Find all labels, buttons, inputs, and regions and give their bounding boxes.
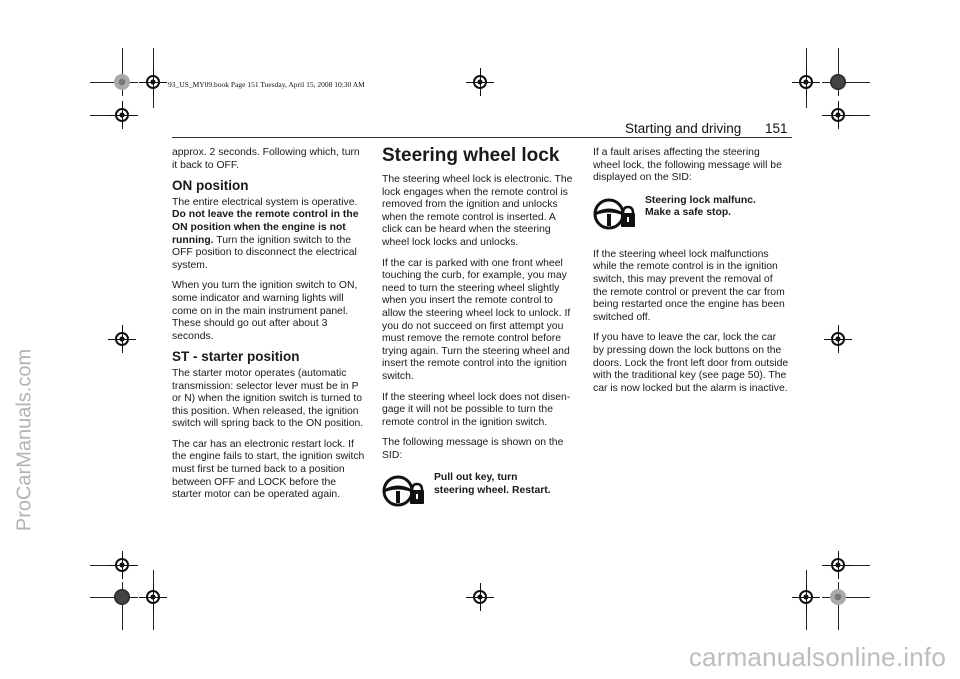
paragraph: When you turn the ignition switch to ON, some indicator and warning lights will come on in the main instrument panel. These should go out after about 3 seconds. — [172, 280, 358, 342]
page-number: 151 — [765, 121, 788, 136]
paragraph — [172, 197, 367, 273]
registration-mark — [146, 75, 160, 89]
side-watermark — [0, 0, 50, 679]
book-info: 93_US_MY09.book Page 151 Tuesday, April 15, 2008 10:30 AM — [168, 80, 365, 89]
heading-on-position: ON position — [172, 178, 249, 194]
registration-mark — [831, 332, 845, 346]
warning-text: Do not leave the remote control in the ON position when the engine is not running. — [172, 209, 359, 246]
paragraph: If the steering wheel lock does not disen-gage it will not be possible to turn the remote control in the ignition switch. — [382, 391, 571, 428]
text: Turn the ignition switch to the OFF position to disconnect the electrical system. — [172, 234, 357, 271]
registration-mark — [473, 590, 487, 604]
steering-wheel-lock-icon — [593, 197, 637, 231]
registration-dot — [830, 589, 846, 605]
registration-dot — [830, 74, 846, 90]
paragraph: If you have to leave the car, lock the car by pressing down the lock buttons on the doors. Lock the front left door from outside with the traditional key (see page 50). The car is now locked but the alarm is inactive. — [593, 332, 789, 394]
heading-st-position: ST - starter position — [172, 349, 300, 365]
paragraph: If the car is parked with one front wheel touching the curb, for example, you may need to turn the steering wheel slightly when you insert the remote control to allow the steering wheel lock to unlock. If you do not succeed on first attempt you must remove the remote control before trying again. Turn the steering wheel and insert the remote control into the ignition switch. — [382, 257, 571, 382]
bottom-watermark: carmanualsonline.info — [688, 642, 946, 672]
paragraph: The steering wheel lock is electronic. The lock engages when the remote control is removed from the ignition and unlocks when the remote control is inserted. A click can be heard when the steering wheel lock locks and unlocks. — [382, 174, 573, 248]
registration-mark — [473, 75, 487, 89]
heading-steering-wheel-lock: Steering wheel lock — [382, 145, 560, 166]
sid-message-text: Steering lock malfunc. Make a safe stop. — [645, 194, 756, 219]
sid-message-text: Pull out key, turn steering wheel. Restart. — [434, 472, 551, 496]
paragraph: The starter motor operates (automatic transmission: selector lever must be in P or N) when the ignition switch is turned to this position. When released, the ignition switch will spring back to the ON position. — [172, 367, 364, 430]
text: The entire electrical system is operative. — [172, 196, 358, 208]
column-3 — [593, 147, 789, 403]
registration-mark — [799, 75, 813, 89]
registration-dot — [114, 74, 130, 90]
header-rule — [172, 137, 792, 138]
paragraph: The car has an electronic restart lock. If the engine fails to start, the ignition switch must first be turned back to a position between OFF and LOCK before the starter motor can be operated again. — [172, 438, 365, 501]
column-1 — [172, 147, 367, 510]
registration-mark — [831, 558, 845, 572]
paragraph: If a fault arises affecting the steering wheel lock, the following message will be displayed on the SID: — [593, 147, 782, 184]
paragraph: approx. 2 seconds. Following which, turn it back to OFF. — [172, 147, 360, 171]
registration-mark — [146, 590, 160, 604]
section-title: Starting and driving — [625, 121, 742, 136]
sid-message-box — [382, 470, 578, 516]
registration-dot — [114, 589, 130, 605]
registration-mark — [115, 332, 129, 346]
sid-message-box — [593, 193, 789, 239]
column-2 — [382, 146, 578, 526]
registration-mark — [115, 558, 129, 572]
registration-mark — [831, 108, 845, 122]
registration-mark — [115, 108, 129, 122]
paragraph: If the steering wheel lock malfunctions while the remote control is in the ignition switch, this may prevent the removal of the remote control or prevent the car from being restarted once the engine has been switched off. — [593, 248, 785, 323]
registration-mark — [799, 590, 813, 604]
steering-wheel-lock-icon — [382, 474, 426, 508]
paragraph: The following message is shown on the SID: — [382, 437, 564, 461]
side-watermark-text: ProCarManuals.com — [13, 348, 36, 532]
